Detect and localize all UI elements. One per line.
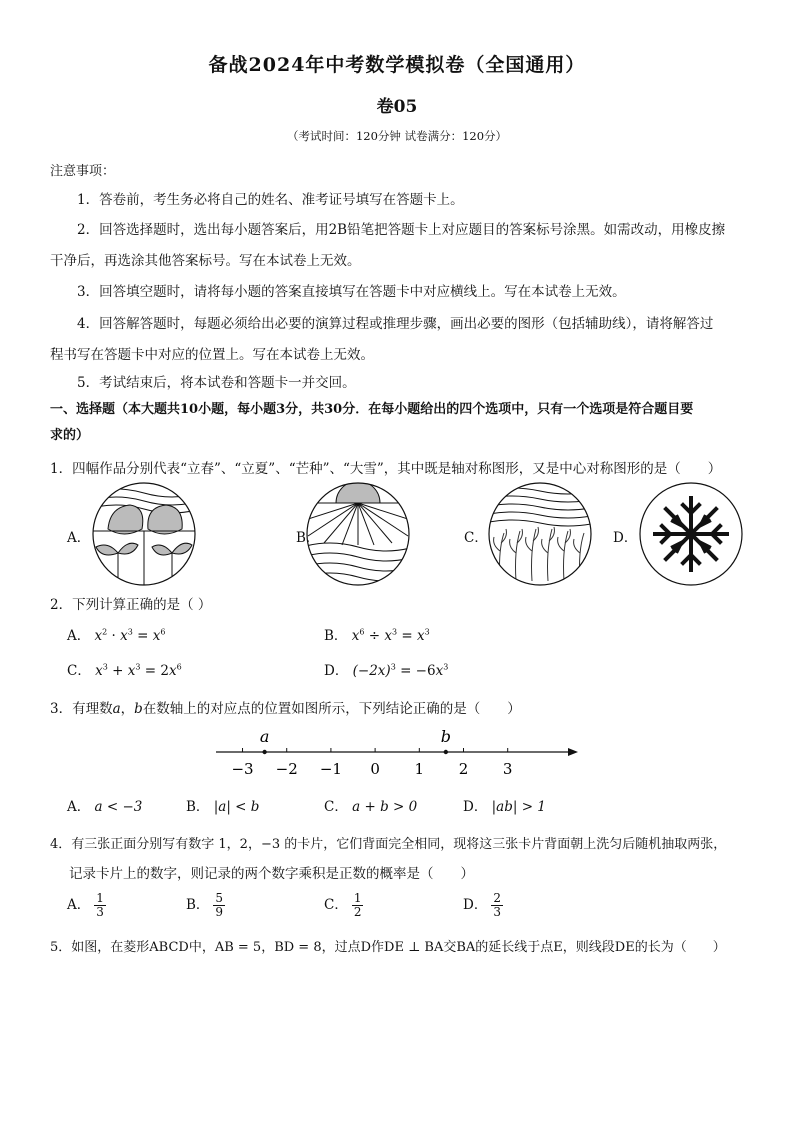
option-label: D．	[463, 799, 488, 815]
q3-option-b	[186, 795, 259, 815]
q3-number-line	[212, 722, 582, 784]
axis-tick-label: −3	[231, 760, 254, 778]
option-label: A．	[67, 628, 91, 644]
q4-option-c	[324, 892, 363, 919]
denominator: 3	[493, 905, 501, 919]
axis-point-b	[444, 750, 448, 754]
q2-option-d	[324, 659, 448, 679]
option-label: C．	[324, 799, 348, 815]
math-exp: 2	[102, 627, 108, 637]
q1-figure-c-grain	[484, 481, 596, 587]
q1-option-d-label: D．	[613, 530, 638, 546]
axis-tick-label: −1	[319, 760, 342, 778]
axis-point-label-a: a	[259, 727, 270, 746]
math-base: x	[416, 628, 425, 644]
option-label: B．	[324, 628, 348, 644]
axis-point-label-b: b	[440, 727, 451, 746]
stem-text: 在数轴上的对应点的位置如图所示，下列结论正确的是（ ）	[142, 701, 521, 717]
note-item: 干净后，再选涂其他答案标号。写在本试卷上无效。	[50, 253, 361, 269]
math-exp: 3	[102, 662, 108, 672]
numerator: 1	[353, 891, 362, 905]
math-op: =	[132, 628, 153, 644]
section-heading: 一、选择题（本大题共10小题，每小题3分，共30分．在每小题给出的四个选项中，只有一个选项是符合题目要	[50, 402, 694, 417]
paper-subtitle: 卷05	[376, 97, 418, 117]
math-exp: 3	[391, 627, 398, 637]
axis-arrow	[568, 748, 578, 756]
option-text: a + b > 0	[352, 799, 418, 815]
numerator: 1	[96, 891, 104, 905]
option-label: B．	[186, 799, 210, 815]
note-item: 程书写在答题卡中对应的位置上。写在本试卷上无效。	[50, 347, 374, 363]
option-label: D．	[463, 897, 488, 913]
math-base: x	[152, 628, 161, 644]
q2-option-c	[67, 659, 182, 679]
q1-option-a-label: A．	[67, 530, 91, 546]
math-var: b	[134, 701, 143, 717]
q4-option-a	[67, 892, 106, 919]
option-label: A．	[67, 897, 91, 913]
note-item: 5．考试结束后，将本试卷和答题卡一并交回。	[77, 375, 356, 391]
fraction	[213, 892, 225, 919]
q4-option-b	[186, 892, 225, 919]
math-exp: 3	[127, 627, 133, 637]
axis-point-a	[262, 750, 266, 754]
math-exp: 6	[160, 627, 166, 637]
stem-text: ，	[120, 701, 135, 717]
math-base: x	[384, 628, 392, 644]
note-item: 2．回答选择题时，选出每小题答案后，用2B铅笔把答题卡上对应题目的答案标号涂黑。如需改动，用橡皮擦	[77, 222, 726, 238]
question-1-stem: 1．四幅作品分别代表“立春”、“立夏”、“芒种”、“大雪”，其中既是轴对称图形，又是中心对称图形的是（ ）	[50, 461, 722, 477]
math-exp: 6	[176, 662, 182, 672]
math-op: ·	[107, 628, 121, 644]
math-op: =	[397, 628, 417, 644]
stem-text: 3．有理数	[50, 701, 113, 717]
option-label: C．	[324, 897, 348, 913]
fraction	[491, 892, 503, 919]
option-label: C．	[67, 663, 91, 679]
denominator: 9	[215, 905, 224, 919]
q3-option-a	[67, 795, 142, 815]
exam-info: （考试时间：120分钟 试卷满分：120分）	[286, 129, 508, 143]
math-exp: 6	[359, 627, 365, 637]
fraction	[352, 892, 364, 919]
question-3-stem	[50, 697, 750, 717]
option-label: B．	[186, 897, 210, 913]
math-var: a	[112, 701, 121, 717]
axis-tick-label: 3	[502, 760, 513, 778]
math-op: ÷	[364, 628, 385, 644]
axis-tick-label: −2	[275, 760, 298, 778]
notes-heading: 注意事项：	[50, 164, 116, 179]
math-exp: 3	[424, 627, 430, 637]
q1-option-b-label: B．	[296, 530, 320, 546]
option-text: |a| < b	[213, 799, 260, 815]
question-4-stem-cont: 记录卡片上的数字，则记录的两个数字乘积是正数的概率是（ ）	[69, 866, 474, 882]
question-5-stem: 5．如图，在菱形ABCD中，AB = 5，BD = 8，过点D作DE ⊥ BA交BA的延长线于点E，则线段DE的长为（ ）	[50, 940, 726, 955]
q1-figure-a-spring	[88, 481, 200, 587]
q2-option-b	[324, 624, 430, 644]
numerator: 5	[215, 891, 224, 905]
math-base: x	[127, 663, 136, 679]
option-label: D．	[324, 663, 349, 679]
math-base: x	[435, 663, 444, 679]
q3-option-d	[463, 795, 546, 815]
math-base: x	[168, 663, 177, 679]
math-base: x	[95, 663, 103, 679]
q4-option-d	[463, 892, 503, 919]
option-label: A．	[67, 799, 91, 815]
math-op: = 2	[140, 663, 169, 679]
question-4-stem: 4．有三张正面分别写有数字 1，2，−3 的卡片，它们背面完全相同，现将这三张卡片背面朝上洗匀后随机抽取两张，	[50, 837, 727, 852]
option-text: a < −3	[94, 799, 143, 815]
math-op: +	[107, 663, 128, 679]
q1-figure-b-summer	[302, 481, 414, 587]
q3-option-c	[324, 795, 417, 815]
numerator: 2	[493, 891, 501, 905]
section-heading-cont: 求的）	[50, 428, 90, 443]
q1-figure-d-snowflake	[637, 481, 745, 587]
page-title: 备战2024年中考数学模拟卷（全国通用）	[208, 54, 586, 76]
denominator: 3	[96, 905, 104, 919]
math-exp: 3	[390, 662, 396, 672]
denominator: 2	[353, 905, 362, 919]
option-text: |ab| > 1	[491, 799, 546, 815]
math-base: x	[94, 628, 103, 644]
axis-tick-label: 0	[370, 760, 380, 778]
axis-tick-label: 2	[458, 760, 469, 778]
note-item: 1．答卷前，考生务必将自己的姓名、准考证号填写在答题卡上。	[77, 192, 464, 208]
math-base: (−2x)	[352, 663, 391, 679]
note-item: 4．回答解答题时，每题必须给出必要的演算过程或推理步骤，画出必要的图形（包括辅助线），请将解答过	[77, 316, 714, 332]
math-exp: 3	[443, 662, 449, 672]
q2-option-a	[67, 624, 165, 644]
q1-option-c-label: C．	[464, 530, 488, 546]
note-item: 3．回答填空题时，请将每小题的答案直接填写在答题卡中对应横线上。写在本试卷上无效。	[77, 284, 626, 300]
math-op: = −6	[395, 663, 436, 679]
math-base: x	[120, 628, 128, 644]
math-exp: 3	[135, 662, 141, 672]
fraction	[94, 892, 106, 919]
math-base: x	[351, 628, 360, 644]
axis-tick-label: 1	[414, 760, 425, 778]
question-2-stem: 2．下列计算正确的是（ ）	[50, 597, 212, 613]
